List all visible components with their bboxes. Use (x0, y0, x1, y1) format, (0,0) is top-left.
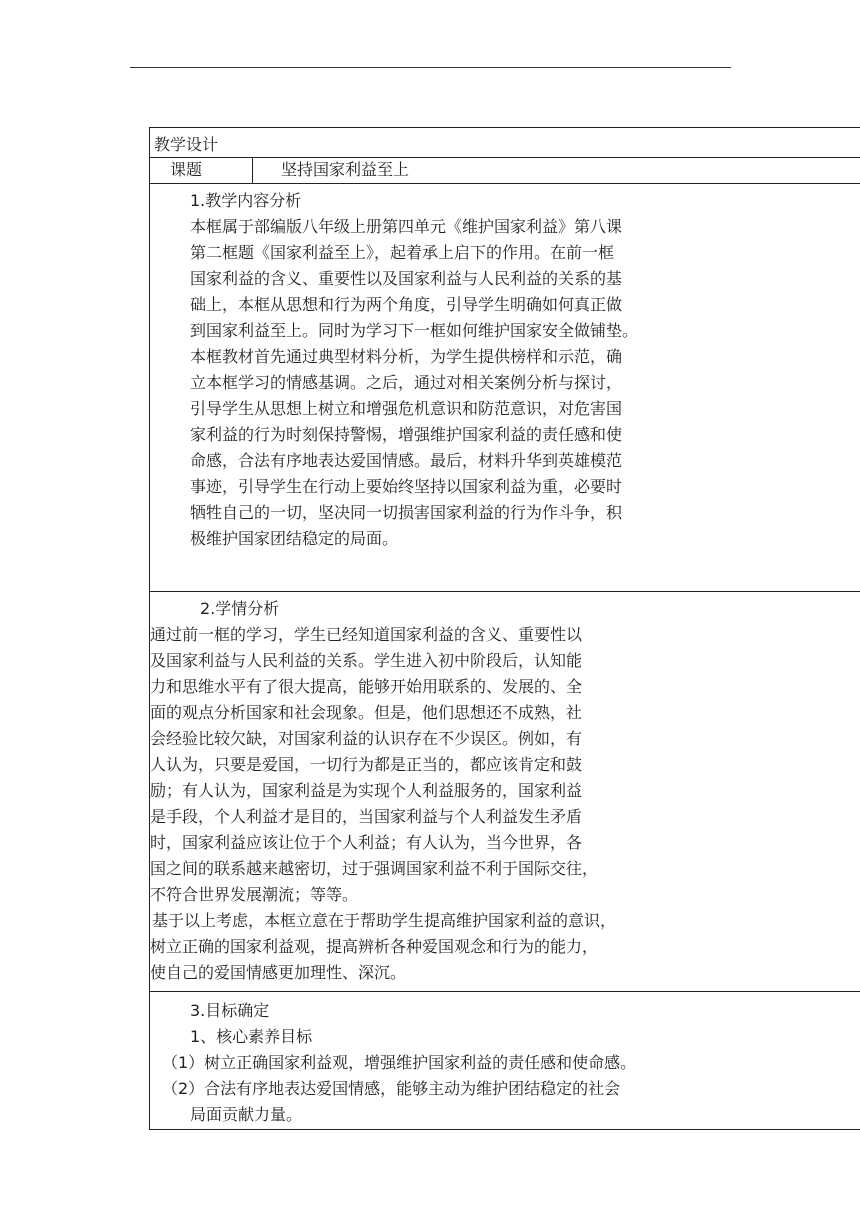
paragraph-line: 使自己的爱国情感更加理性、深沉。 (150, 963, 407, 982)
goal-item-continuation: 局面贡献力量。 (190, 1105, 303, 1124)
paragraph-line: 时，国家利益应该让位于个人利益；有人认为，当今世界，各 (150, 833, 583, 852)
paragraph-line: 本框教材首先通过典型材料分析，为学生提供榜样和示范，确 (190, 347, 623, 366)
paragraph-line: 牺牲自己的一切，坚决同一切损害国家利益的行为作斗争，积 (190, 503, 623, 522)
paragraph-line: 立本框学习的情感基调。之后，通过对相关案例分析与探讨， (190, 373, 623, 392)
content-analysis-cell (150, 184, 860, 592)
paragraph-line: 通过前一框的学习，学生已经知道国家利益的含义、重要性以 (150, 625, 583, 644)
paragraph-line: 会经验比较欠缺，对国家利益的认识存在不少误区。例如，有 (150, 729, 583, 748)
paragraph-line: 本框属于部编版八年级上册第四单元《维护国家利益》第八课 (190, 217, 623, 236)
paragraph-line: 事迹，引导学生在行动上要始终坚持以国家利益为重，必要时 (190, 477, 623, 496)
page-header-rule (130, 67, 731, 68)
paragraph-line: 励；有人认为，国家利益是为实现个人利益服务的，国家利益 (150, 781, 583, 800)
learner-analysis-cell (150, 592, 860, 992)
paragraph-line: 国之间的联系越来越密切，过于强调国家利益不利于国际交往， (150, 859, 599, 878)
paragraph-line: 及国家利益与人民利益的关系。学生进入初中阶段后，认知能 (150, 651, 583, 670)
paragraph-line: 不符合世界发展潮流；等等。 (150, 885, 359, 904)
paragraph-line: 基于以上考虑，本框立意在于帮助学生提高维护国家利益的意识， (152, 911, 617, 930)
paragraph-line: 人认为，只要是爱国，一切行为都是正当的，都应该肯定和鼓 (150, 755, 583, 774)
table-title: 教学设计 (150, 128, 860, 158)
paragraph-line: 家利益的行为时刻保持警惕，增强维护国家利益的责任感和使 (190, 425, 623, 444)
paragraph-line: 树立正确的国家利益观，提高辨析各种爱国观念和行为的能力， (150, 937, 599, 956)
paragraph-line: 国家利益的含义、重要性以及国家利益与人民利益的关系的基 (190, 269, 623, 288)
paragraph-line: 是手段，个人利益才是目的，当国家利益与个人利益发生矛盾 (150, 807, 583, 826)
section-heading: 1.教学内容分析 (190, 191, 302, 210)
topic-value: 坚持国家利益至上 (281, 160, 410, 179)
goal-item: （2）合法有序地表达爱国情感，能够主动为维护团结稳定的社会 (162, 1079, 621, 1098)
paragraph-line: 第二框题《国家利益至上》，起着承上启下的作用。在前一框 (190, 243, 615, 262)
goal-item: （1）树立正确国家利益观，增强维护国家利益的责任感和使命感。 (162, 1053, 637, 1072)
topic-label: 课题 (150, 158, 253, 183)
paragraph-line: 极维护国家团结稳定的局面。 (190, 529, 399, 548)
paragraph-line: 到国家利益至上。同时为学习下一框如何维护国家安全做铺垫。 (190, 321, 639, 340)
section-heading: 3.目标确定 (190, 1001, 270, 1020)
goal-setting-cell (150, 992, 860, 1130)
paragraph-line: 引导学生从思想上树立和增强危机意识和防范意识，对危害国 (190, 399, 623, 418)
paragraph-line: 础上，本框从思想和行为两个角度，引导学生明确如何真正做 (190, 295, 623, 314)
lesson-design-table (149, 127, 860, 1130)
paragraph-line: 命感，合法有序地表达爱国情感。最后，材料升华到英雄模范 (190, 451, 623, 470)
paragraph-line: 力和思维水平有了很大提高，能够开始用联系的、发展的、全 (150, 677, 583, 696)
subsection-heading: 1、核心素养目标 (190, 1027, 313, 1046)
paragraph-line: 面的观点分析国家和社会现象。但是，他们思想还不成熟，社 (150, 703, 583, 722)
topic-row (150, 158, 860, 184)
section-heading: 2.学情分析 (200, 599, 280, 618)
